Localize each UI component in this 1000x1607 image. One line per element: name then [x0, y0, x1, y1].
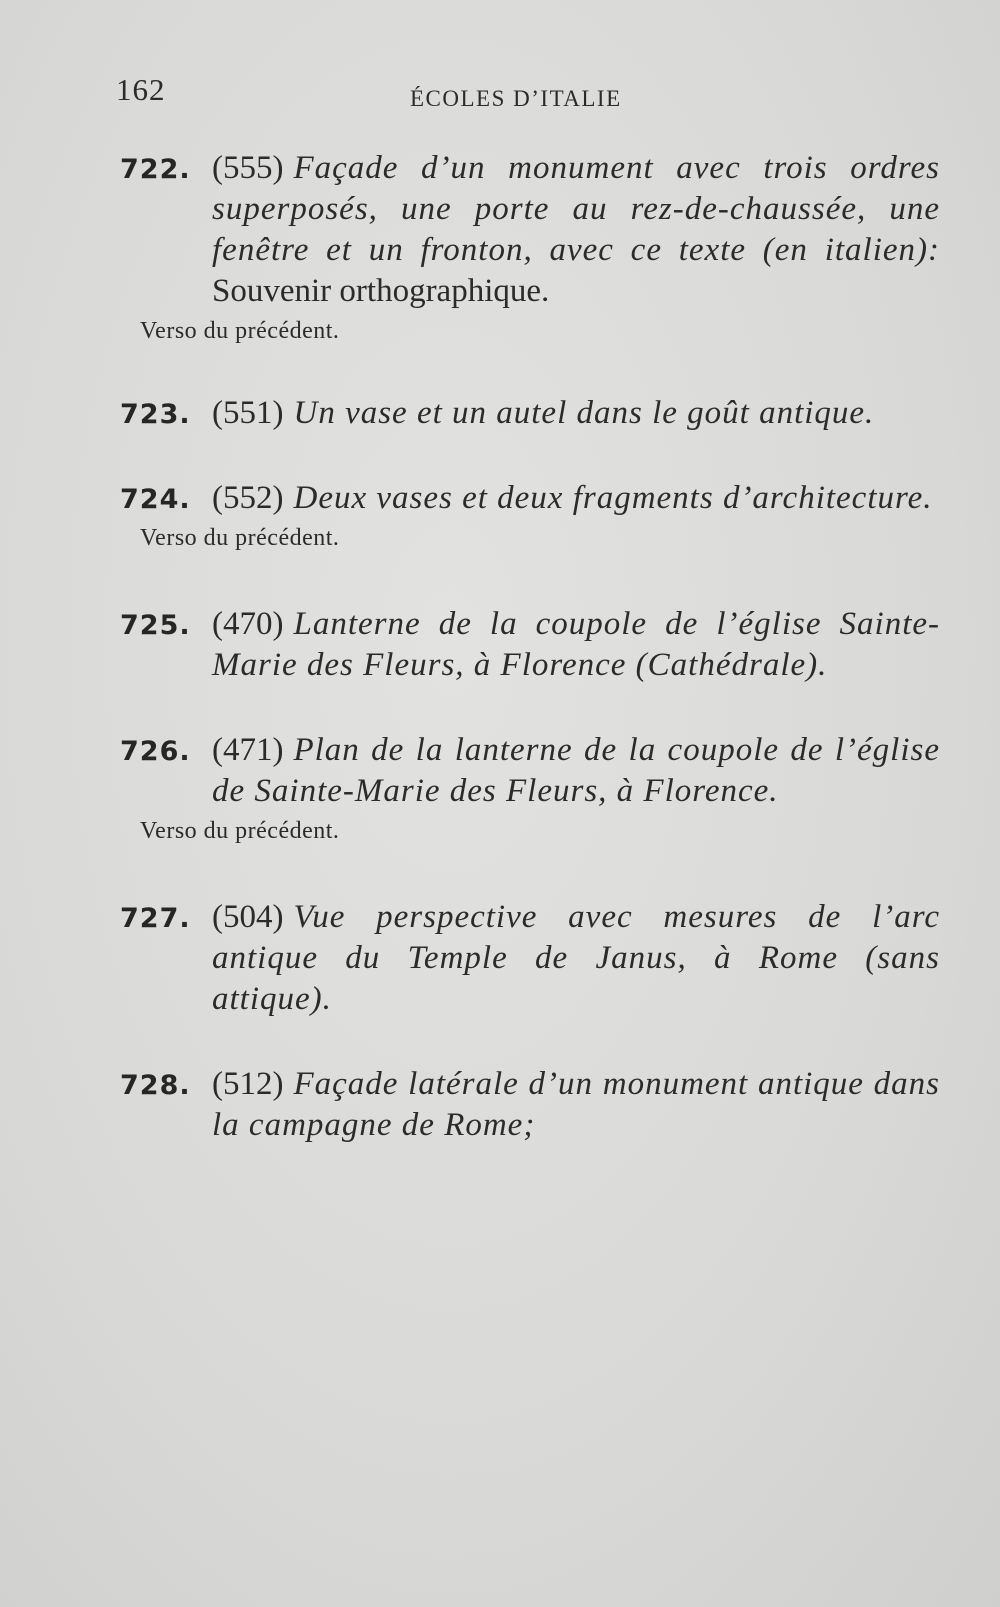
entry-title: Deux vases et deux fragments d’architecture.: [293, 480, 933, 516]
entry-number: 722.: [120, 154, 191, 185]
entry-title: Lanterne de la coupole de l’église Sainte-Marie des Fleurs, à Florence (Cathédrale).: [212, 606, 940, 683]
entry-reference: (504): [212, 899, 284, 935]
entry-title: Un vase et un autel dans le goût antique.: [293, 395, 875, 431]
catalogue-entry-728: [120, 1064, 940, 1146]
catalogue-entry-724: [120, 478, 940, 552]
entry-number: 725.: [120, 610, 191, 641]
entry-title: Plan de la lanterne de la coupole de l’église de Sainte-Marie des Fleurs, à Florence.: [212, 732, 940, 809]
entry-text: [212, 478, 940, 519]
entry-number: 728.: [120, 1070, 191, 1101]
catalogue-entry-722: [120, 148, 940, 345]
catalogue-entry-727: [120, 897, 940, 1020]
catalogue-entries: [120, 148, 940, 1190]
entry-note: Verso du précédent.: [140, 318, 340, 344]
entry-reference: (555): [212, 150, 284, 186]
entry-inscription: Souvenir orthographique.: [212, 273, 550, 309]
entry-reference: (551): [212, 395, 284, 431]
entry-text: [212, 393, 940, 434]
entry-number: 727.: [120, 903, 191, 934]
entry-text: [212, 730, 940, 812]
entry-text: [212, 148, 940, 312]
running-head: ÉCOLES D’ITALIE: [410, 86, 622, 111]
entry-number: 723.: [120, 399, 191, 430]
entry-text: [212, 604, 940, 686]
entry-text: [212, 1064, 940, 1146]
page-number: 162: [116, 72, 166, 107]
entry-note: Verso du précédent.: [140, 818, 340, 844]
entry-number: 724.: [120, 484, 191, 515]
entry-title: Façade latérale d’un monument antique dans la campagne de Rome;: [212, 1066, 940, 1143]
entry-note: Verso du précédent.: [140, 525, 340, 551]
catalogue-entry-723: [120, 393, 940, 434]
entry-title: Façade d’un monument avec trois ordres superposés, une porte au rez-de-chaussée, une fenêtre et un fronton, avec ce texte (en italien):: [212, 150, 940, 268]
entry-reference: (552): [212, 480, 284, 516]
entry-number: 726.: [120, 736, 191, 767]
entry-reference: (471): [212, 732, 284, 768]
catalogue-entry-726: [120, 730, 940, 845]
catalogue-entry-725: [120, 604, 940, 686]
entry-reference: (512): [212, 1066, 284, 1102]
entry-reference: (470): [212, 606, 284, 642]
entry-title: Vue perspective avec mesures de l’arc antique du Temple de Janus, à Rome (sans attique).: [212, 899, 940, 1017]
entry-text: [212, 897, 940, 1020]
